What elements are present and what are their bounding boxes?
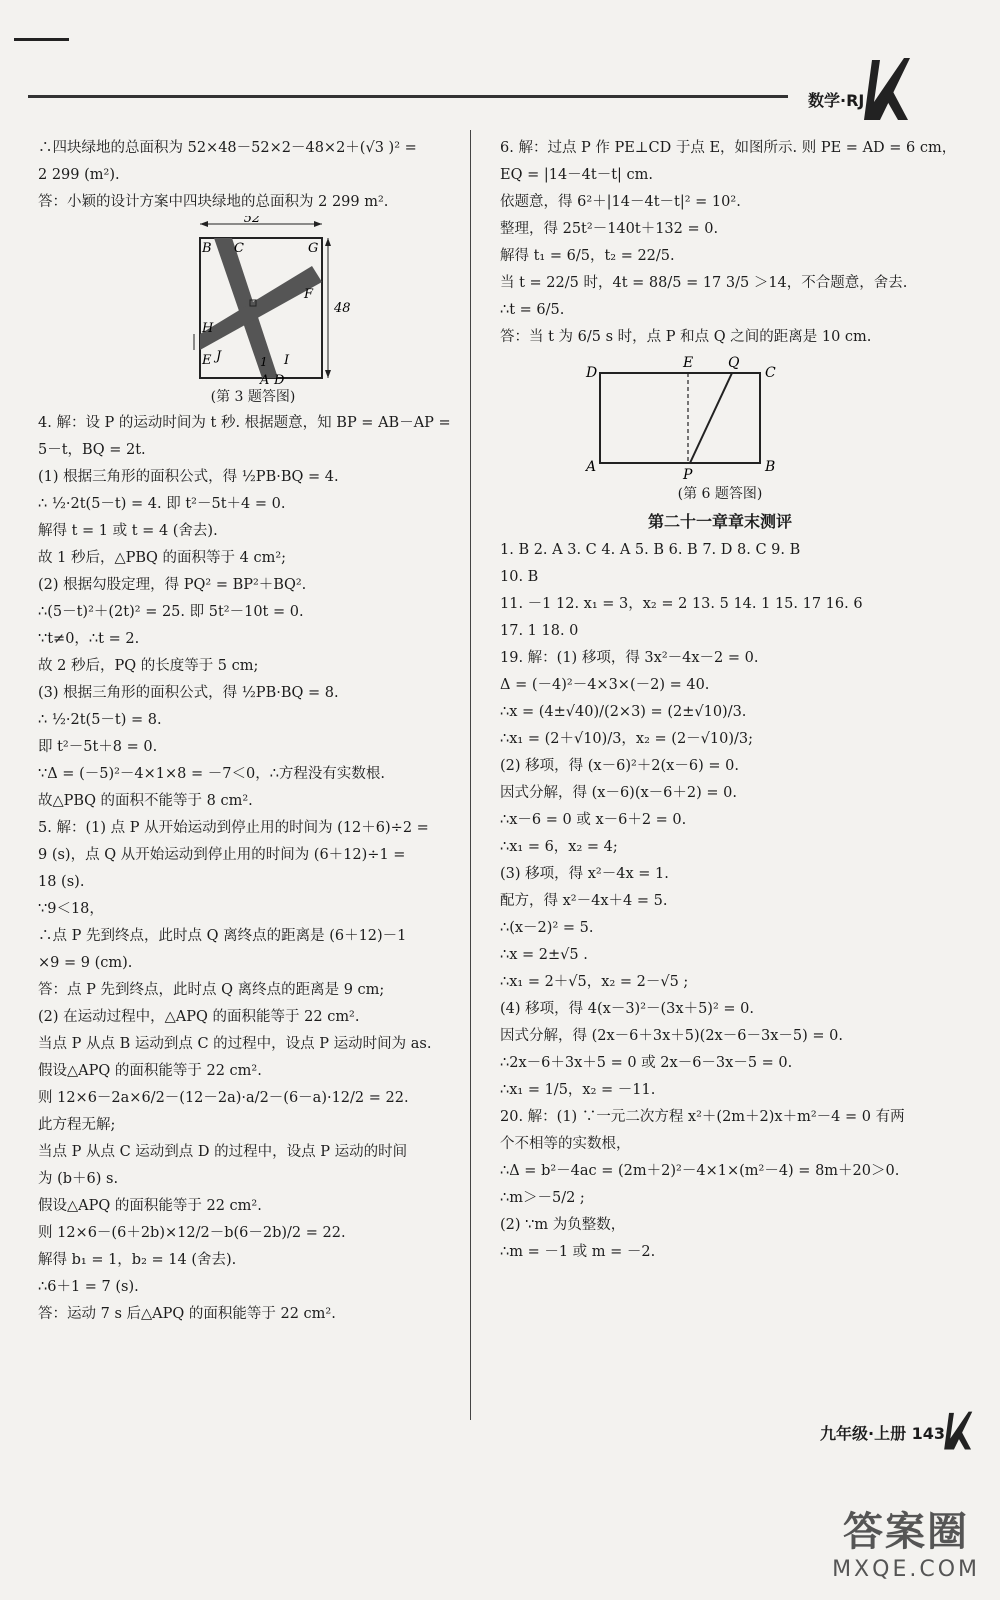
figure-6-diagram (500, 351, 940, 481)
fig3-label-I: I (284, 353, 290, 368)
text-line: (2) 在运动过程中，△APQ 的面积能等于 22 cm². (38, 1009, 360, 1025)
text-line: ∴四块绿地的总面积为 52×48－52×2－48×2＋(√3 )² = (38, 140, 417, 156)
fig3-label-E: E (202, 353, 212, 368)
text-line: ∴(x－2)² = 5. (500, 920, 594, 936)
text-line: 因式分解，得 (x－6)(x－6＋2) = 0. (500, 785, 737, 801)
text-line: ∴(5－t)²＋(2t)² = 25. 即 5t²－10t = 0. (38, 604, 304, 620)
fig6-label-P: P (683, 467, 693, 481)
fig6-label-C: C (765, 365, 776, 381)
left-column (38, 135, 468, 1328)
text-line: 当点 P 从点 C 运动到点 D 的过程中，设点 P 运动的时间 (38, 1144, 408, 1160)
top-rule (14, 38, 69, 41)
text-line: 20. 解：(1) ∵一元二次方程 x²＋(2m＋2)x＋m²－4 = 0 有两 (500, 1109, 905, 1125)
section-title: 第二十一章章末测评 (647, 512, 792, 531)
text-line: 10. B (500, 569, 539, 585)
fig6-label-B: B (765, 459, 776, 475)
text-line: ×9 = 9 (cm). (38, 955, 133, 971)
text-line: (3) 根据三角形的面积公式，得 ½PB·BQ = 8. (38, 685, 339, 701)
text-line: 假设△APQ 的面积能等于 22 cm². (38, 1198, 262, 1214)
text-line: ∴x₁ = 1/5，x₂ = －11. (500, 1082, 656, 1098)
text-line: 当 t = 22/5 时，4t = 88/5 = 17 3/5 ＞14，不合题意，舍去. (500, 275, 908, 291)
text-line: 4. 解：设 P 的运动时间为 t 秒. 根据题意，知 BP = AB－AP = (38, 415, 451, 431)
text-line: 即 t²－5t＋8 = 0. (38, 739, 158, 755)
watermark-main: 答案圈 (843, 1509, 970, 1555)
text-line: 5. 解：(1) 点 P 从开始运动到停止用的时间为 (12＋6)÷2 = (38, 820, 429, 836)
text-line: 答：运动 7 s 后△APQ 的面积能等于 22 cm². (38, 1306, 336, 1322)
watermark (832, 1500, 980, 1582)
text-line: (2) ∵m 为负整数， (500, 1217, 626, 1233)
fig3-label-52: 52 (243, 216, 261, 226)
fig3-label-C: C (234, 241, 244, 256)
fig3-label-A: A (260, 373, 270, 384)
publisher-logo-icon (940, 1408, 974, 1452)
fig3-label-D: D (274, 373, 285, 384)
text-line: 11. －1 12. x₁ = 3，x₂ = 2 13. 5 14. 1 15. 17 16. 6 (500, 596, 863, 612)
text-line: 故 1 秒后，△PBQ 的面积等于 4 cm²; (38, 550, 287, 566)
publisher-logo-icon (860, 52, 910, 124)
text-line: (2) 移项，得 (x－6)²＋2(x－6) = 0. (500, 758, 739, 774)
text-line: ∴ ½·2t(5－t) = 4. 即 t²－5t＋4 = 0. (38, 496, 286, 512)
text-line: EQ = |14－4t－t| cm. (500, 167, 654, 183)
header-subject: 数学·RJ (808, 91, 865, 110)
fig3-label-B: B (202, 241, 212, 256)
fig6-label-E: E (683, 355, 694, 371)
fig3-label-G: G (308, 241, 319, 256)
text-line: 2 299 (m²). (38, 167, 120, 183)
text-line: ∴x₁ = 2＋√5，x₂ = 2－√5 ; (500, 974, 689, 990)
text-line: ∴Δ = b²－4ac = (2m＋2)²－4×1×(m²－4) = 8m＋20＞0. (500, 1163, 900, 1179)
text-line: 此方程无解; (38, 1117, 116, 1133)
watermark-sub: MXQE.COM (832, 1557, 980, 1582)
fig3-label-H: H (202, 321, 214, 336)
text-line: 答：点 P 先到终点，此时点 Q 离终点的距离是 9 cm; (38, 982, 385, 998)
text-line: 当点 P 从点 B 运动到点 C 的过程中，设点 P 运动时间为 as. (38, 1036, 432, 1052)
text-line: 解得 b₁ = 1，b₂ = 14 (舍去). (38, 1252, 237, 1268)
text-line: 19. 解：(1) 移项，得 3x²－4x－2 = 0. (500, 650, 759, 666)
text-line: 故△PBQ 的面积不能等于 8 cm². (38, 793, 253, 809)
text-line: 整理，得 25t²－140t＋132 = 0. (500, 221, 719, 237)
text-line: (1) 根据三角形的面积公式，得 ½PB·BQ = 4. (38, 469, 339, 485)
text-line: 配方，得 x²－4x＋4 = 5. (500, 893, 668, 909)
text-line: 9 (s)，点 Q 从开始运动到停止用的时间为 (6＋12)÷1 = (38, 847, 406, 863)
text-line: ∴ ½·2t(5－t) = 8. (38, 712, 162, 728)
text-line: ∴m＞－5/2 ; (500, 1190, 585, 1206)
text-line: Δ = (－4)²－4×3×(－2) = 40. (500, 677, 710, 693)
text-line: (3) 移项，得 x²－4x = 1. (500, 866, 669, 882)
text-line: ∴2x－6＋3x＋5 = 0 或 2x－6－3x－5 = 0. (500, 1055, 793, 1071)
text-line: ∴t = 6/5. (500, 302, 565, 318)
text-line: ∴x = 2±√5 . (500, 947, 588, 963)
text-line: 解得 t₁ = 6/5，t₂ = 22/5. (500, 248, 675, 264)
figure-3-diagram (38, 216, 468, 384)
figure-6-caption: (第 6 题答图) (677, 486, 763, 502)
text-line: ∴点 P 先到终点，此时点 Q 离终点的距离是 (6＋12)－1 (38, 928, 407, 944)
text-line: 18 (s). (38, 874, 85, 890)
fig6-label-Q: Q (728, 355, 740, 371)
footer-grade: 九年级·上册 143 (820, 1424, 946, 1443)
figure-6 (500, 351, 940, 481)
text-line: ∵9＜18， (38, 901, 104, 917)
header-rule (28, 95, 788, 98)
text-line: ∵t≠0，∴t = 2. (38, 631, 140, 647)
text-line: 答：小颖的设计方案中四块绿地的总面积为 2 299 m². (38, 194, 389, 210)
figure-3-caption: (第 3 题答图) (210, 389, 296, 405)
text-line: 则 12×6－2a×6/2－(12－2a)·a/2－(6－a)·12/2 = 22. (38, 1090, 409, 1106)
text-line: 6. 解：过点 P 作 PE⊥CD 于点 E，如图所示. 则 PE = AD = 6 cm， (500, 140, 957, 156)
text-line: (4) 移项，得 4(x－3)²－(3x＋5)² = 0. (500, 1001, 754, 1017)
text-line: 解得 t = 1 或 t = 4 (舍去). (38, 523, 218, 539)
text-line: 答：当 t 为 6/5 s 时，点 P 和点 Q 之间的距离是 10 cm. (500, 329, 872, 345)
text-line: 5－t，BQ = 2t. (38, 442, 146, 458)
text-line: 因式分解，得 (2x－6＋3x＋5)(2x－6－3x－5) = 0. (500, 1028, 843, 1044)
text-line: ∴x₁ = (2＋√10)/3，x₂ = (2－√10)/3; (500, 731, 754, 747)
text-line: 为 (b＋6) s. (38, 1171, 119, 1187)
text-line: 则 12×6－(6＋2b)×12/2－b(6－2b)/2 = 22. (38, 1225, 346, 1241)
text-line: ∴6＋1 = 7 (s). (38, 1279, 139, 1295)
text-line: ∴m = －1 或 m = －2. (500, 1244, 656, 1260)
text-line: 个不相等的实数根， (500, 1136, 631, 1152)
fig3-label-48: 48 (334, 301, 351, 316)
text-line: 1. B 2. A 3. C 4. A 5. B 6. B 7. D 8. C 9. B (500, 542, 801, 558)
text-line: ∴x = (4±√40)/(2×3) = (2±√10)/3. (500, 704, 747, 720)
fig6-label-D: D (586, 365, 598, 381)
text-line: ∴x₁ = 6，x₂ = 4; (500, 839, 618, 855)
text-line: 故 2 秒后，PQ 的长度等于 5 cm; (38, 658, 259, 674)
text-line: (2) 根据勾股定理，得 PQ² = BP²＋BQ². (38, 577, 307, 593)
fig3-label-J: J (216, 349, 222, 364)
fig6-label-A: A (586, 459, 597, 475)
right-column (500, 135, 957, 1266)
text-line: ∴x－6 = 0 或 x－6＋2 = 0. (500, 812, 687, 828)
figure-3 (38, 216, 468, 384)
text-line: 依题意，得 6²＋|14－4t－t|² = 10². (500, 194, 741, 210)
text-line: 假设△APQ 的面积能等于 22 cm². (38, 1063, 262, 1079)
fig3-label-F: F (304, 287, 314, 302)
column-divider (470, 130, 471, 1420)
fig3-label-1: 1 (260, 355, 268, 369)
text-line: ∵Δ = (－5)²－4×1×8 = －7＜0，∴方程没有实数根. (38, 766, 386, 782)
text-line: 17. 1 18. 0 (500, 623, 579, 639)
